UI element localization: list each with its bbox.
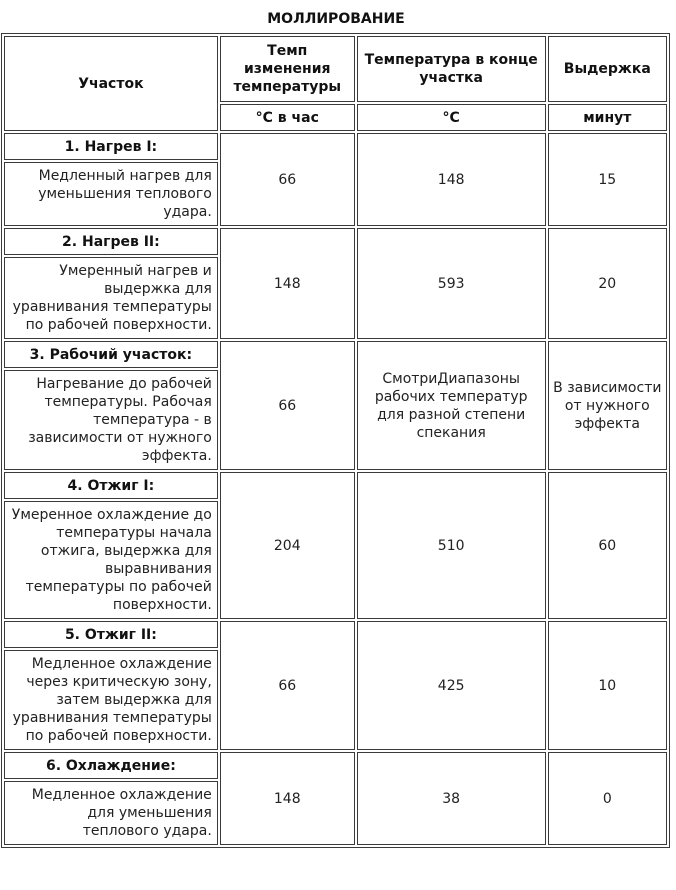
stage-description: Медленный нагрев для уменьшения теплового удара.	[4, 162, 218, 226]
rate-value: 66	[220, 133, 355, 226]
hold-value: В зависимости от нужного эффекта	[548, 341, 667, 470]
rate-value: 148	[220, 752, 355, 845]
end-temp-value: 148	[357, 133, 546, 226]
end-temp-value: 593	[357, 228, 546, 339]
end-temp-value: 425	[357, 621, 546, 750]
stage-description: Медленное охлаждение для уменьшения теплового удара.	[4, 781, 218, 845]
page-title: МОЛЛИРОВАНИЕ	[267, 11, 405, 27]
table-row	[4, 341, 667, 368]
table-row	[4, 228, 667, 255]
header-hold: Выдержка	[548, 36, 667, 102]
unit-hold: минут	[548, 104, 667, 131]
hold-value: 0	[548, 752, 667, 845]
stage-description: Медленное охлаждение через критическую зону, затем выдержка для уравнивания температуры по рабочей поверхности.	[4, 650, 218, 750]
rate-value: 204	[220, 472, 355, 619]
table-row	[4, 752, 667, 779]
stage-title: 5. Отжиг II:	[4, 621, 218, 648]
stage-title: 6. Охлаждение:	[4, 752, 218, 779]
end-temp-value: 38	[357, 752, 546, 845]
rate-value: 66	[220, 341, 355, 470]
stage-title: 4. Отжиг I:	[4, 472, 218, 499]
table-row	[4, 133, 667, 160]
stage-title: 3. Рабочий участок:	[4, 341, 218, 368]
stage-title: 1. Нагрев I:	[4, 133, 218, 160]
firing-schedule-table	[1, 33, 670, 848]
stage-description: Умеренное охлаждение до температуры начала отжига, выдержка для выравнивания температуры по рабочей поверхности.	[4, 501, 218, 619]
rate-value: 148	[220, 228, 355, 339]
table-row	[4, 621, 667, 648]
unit-rate: °С в час	[220, 104, 355, 131]
table-row	[4, 472, 667, 499]
unit-end-temp: °С	[357, 104, 546, 131]
header-end-temp: Температура в конце участка	[357, 36, 546, 102]
hold-value: 15	[548, 133, 667, 226]
header-rate: Темп изменения температуры	[220, 36, 355, 102]
rate-value: 66	[220, 621, 355, 750]
stage-title: 2. Нагрев II:	[4, 228, 218, 255]
end-temp-value: 510	[357, 472, 546, 619]
hold-value: 20	[548, 228, 667, 339]
hold-value: 60	[548, 472, 667, 619]
header-section: Участок	[4, 36, 218, 131]
stage-description: Нагревание до рабочей температуры. Рабочая температура - в зависимости от нужного эффекта.	[4, 370, 218, 470]
stage-description: Умеренный нагрев и выдержка для уравнивания температуры по рабочей поверхности.	[4, 257, 218, 339]
end-temp-value: СмотриДиапазоны рабочих температур для разной степени спекания	[357, 341, 546, 470]
hold-value: 10	[548, 621, 667, 750]
